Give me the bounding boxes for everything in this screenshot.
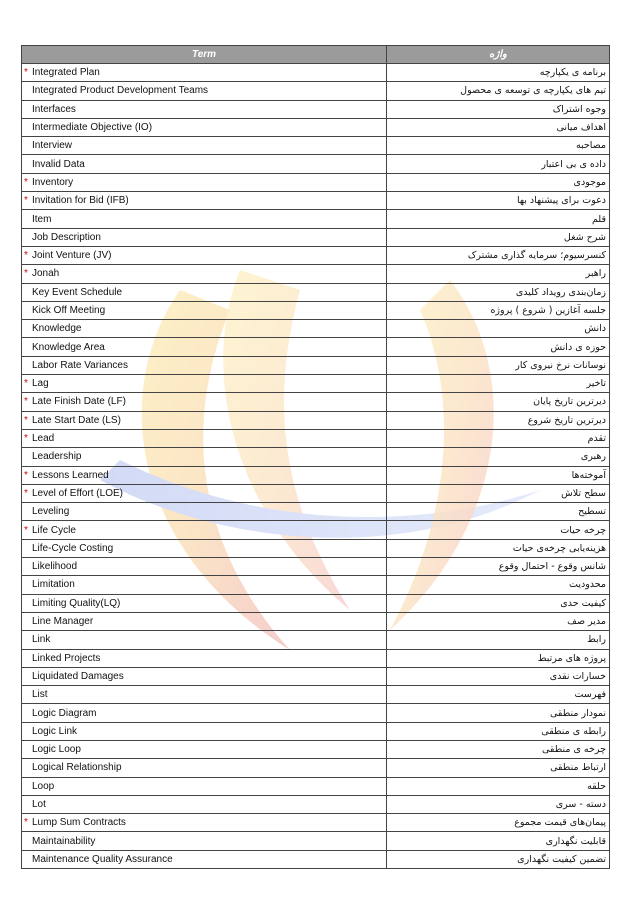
persian-word-cell: شانس وقوع - احتمال وقوع <box>387 558 610 576</box>
term-cell <box>22 850 387 868</box>
term-cell <box>22 356 387 374</box>
term-cell <box>22 448 387 466</box>
term-text: Liquidated Damages <box>32 670 124 682</box>
asterisk-marker: * <box>24 176 28 188</box>
table-row <box>22 667 610 685</box>
term-cell <box>22 393 387 411</box>
persian-word-cell: زمان‌بندی رویداد کلیدی <box>387 283 610 301</box>
term-text: Invalid Data <box>32 158 85 170</box>
persian-word-cell: اهداف میانی <box>387 118 610 136</box>
term-text: Knowledge Area <box>32 341 105 353</box>
term-cell <box>22 100 387 118</box>
term-cell <box>22 411 387 429</box>
persian-word-cell: دیرترین تاریخ پایان <box>387 393 610 411</box>
term-text: Late Start Date (LS) <box>32 414 121 426</box>
term-text: Integrated Plan <box>32 67 100 79</box>
term-text: Lump Sum Contracts <box>32 817 126 829</box>
term-text: Jonah <box>32 268 60 280</box>
term-cell <box>22 612 387 630</box>
asterisk-marker: * <box>24 817 28 829</box>
term-text: Interfaces <box>32 103 76 115</box>
persian-word-cell: نوسانات نرخ نیروی کار <box>387 356 610 374</box>
term-cell <box>22 265 387 283</box>
term-text: Maintenance Quality Assurance <box>32 853 173 865</box>
table-row <box>22 722 610 740</box>
table-row <box>22 246 610 264</box>
table-row <box>22 64 610 82</box>
persian-word-cell: تاخیر <box>387 375 610 393</box>
table-row <box>22 466 610 484</box>
persian-word-cell: خسارات نقدی <box>387 667 610 685</box>
term-text: Likelihood <box>32 561 78 573</box>
asterisk-marker: * <box>24 268 28 280</box>
table-row <box>22 411 610 429</box>
term-cell <box>22 173 387 191</box>
table-row <box>22 740 610 758</box>
term-text: Level of Effort (LOE) <box>32 487 123 499</box>
persian-word-cell: موجودی <box>387 173 610 191</box>
term-cell <box>22 503 387 521</box>
asterisk-marker: * <box>24 524 28 536</box>
table-row <box>22 777 610 795</box>
table-row <box>22 759 610 777</box>
term-cell <box>22 466 387 484</box>
term-text: Limiting Quality(LQ) <box>32 597 121 609</box>
term-text: Leveling <box>32 506 70 518</box>
table-row <box>22 649 610 667</box>
term-cell <box>22 484 387 502</box>
term-text: Life Cycle <box>32 524 76 536</box>
table-row <box>22 118 610 136</box>
term-cell <box>22 228 387 246</box>
persian-word-cell: حلقه <box>387 777 610 795</box>
term-cell <box>22 521 387 539</box>
table-row <box>22 356 610 374</box>
term-cell <box>22 759 387 777</box>
term-text: Inventory <box>32 176 74 188</box>
persian-word-cell: رهبری <box>387 448 610 466</box>
persian-word-cell: مصاحبه <box>387 137 610 155</box>
term-text: Job Description <box>32 231 101 243</box>
asterisk-marker: * <box>24 433 28 445</box>
table-row <box>22 704 610 722</box>
term-cell <box>22 576 387 594</box>
term-cell <box>22 814 387 832</box>
term-text: Maintainability <box>32 835 96 847</box>
term-cell <box>22 777 387 795</box>
term-cell <box>22 631 387 649</box>
term-text: Lot <box>32 799 46 811</box>
term-cell <box>22 283 387 301</box>
term-cell <box>22 832 387 850</box>
asterisk-marker: * <box>24 67 28 79</box>
persian-word-cell: محدودیت <box>387 576 610 594</box>
table-row <box>22 448 610 466</box>
term-cell <box>22 594 387 612</box>
table-row <box>22 82 610 100</box>
asterisk-marker: * <box>24 250 28 262</box>
persian-word-cell: شرح شغل <box>387 228 610 246</box>
persian-word-cell: جلسه آغازین ( شروع ) پروژه <box>387 301 610 319</box>
persian-word-cell: کیفیت حدی <box>387 594 610 612</box>
term-text: Labor Rate Variances <box>32 359 128 371</box>
persian-word-cell: سطح تلاش <box>387 484 610 502</box>
persian-word-cell: دانش <box>387 320 610 338</box>
asterisk-marker: * <box>24 469 28 481</box>
term-cell <box>22 82 387 100</box>
persian-word-cell: مدیر صف <box>387 612 610 630</box>
term-text: Logic Diagram <box>32 707 97 719</box>
table-header-row <box>22 46 610 64</box>
term-text: Intermediate Objective (IO) <box>32 122 153 134</box>
term-text: Logic Loop <box>32 744 81 756</box>
term-cell <box>22 558 387 576</box>
term-text: Lag <box>32 378 49 390</box>
table-row <box>22 814 610 832</box>
table-row <box>22 594 610 612</box>
table-row <box>22 375 610 393</box>
table-row <box>22 265 610 283</box>
term-cell <box>22 686 387 704</box>
asterisk-marker: * <box>24 414 28 426</box>
term-cell <box>22 795 387 813</box>
term-text: Link <box>32 634 51 646</box>
term-cell <box>22 246 387 264</box>
term-text: Late Finish Date (LF) <box>32 396 126 408</box>
persian-word-cell: تضمین کیفیت نگهداری <box>387 850 610 868</box>
term-cell <box>22 64 387 82</box>
term-text: Integrated Product Development Teams <box>32 85 209 97</box>
table-row <box>22 429 610 447</box>
term-cell <box>22 375 387 393</box>
term-cell <box>22 429 387 447</box>
term-text: Kick Off Meeting <box>32 305 106 316</box>
term-cell <box>22 704 387 722</box>
asterisk-marker: * <box>24 487 28 499</box>
persian-word-cell: تیم های یکپارچه ی توسعه ی محصول <box>387 82 610 100</box>
asterisk-marker: * <box>24 396 28 408</box>
table-row <box>22 210 610 228</box>
table-row <box>22 192 610 210</box>
term-text: Key Event Schedule <box>32 286 123 298</box>
persian-word-cell: رابط <box>387 631 610 649</box>
term-text: Leadership <box>32 451 82 463</box>
persian-word-cell: کنسرسیوم؛ سرمایه گذاری مشترک <box>387 246 610 264</box>
table-row <box>22 320 610 338</box>
persian-word-cell: راهبر <box>387 265 610 283</box>
term-text: Limitation <box>32 579 75 591</box>
term-text: Linked Projects <box>32 652 101 664</box>
term-column-header: Term <box>22 46 387 64</box>
term-text: Lead <box>32 433 55 445</box>
persian-word-cell: قابلیت نگهداری <box>387 832 610 850</box>
term-text: Lessons Learned <box>32 469 109 481</box>
persian-word-cell: پیمان‌های قیمت مجموع <box>387 814 610 832</box>
asterisk-marker: * <box>24 195 28 207</box>
term-text: Line Manager <box>32 616 94 628</box>
persian-word-cell: دسته - سری <box>387 795 610 813</box>
persian-word-cell: تسطیح <box>387 503 610 521</box>
term-text: Knowledge <box>32 323 82 335</box>
term-cell <box>22 539 387 557</box>
term-text: List <box>32 689 48 701</box>
table-row <box>22 228 610 246</box>
persian-word-cell: هزینه‌یابی چرخه‌ی حیات <box>387 539 610 557</box>
persian-word-cell: رابطه ی منطقی <box>387 722 610 740</box>
term-cell <box>22 722 387 740</box>
persian-word-cell: پروژه های مرتبط <box>387 649 610 667</box>
persian-word-cell: ارتباط منطقی <box>387 759 610 777</box>
persian-word-cell: برنامه ی یکپارچه <box>387 64 610 82</box>
table-row <box>22 795 610 813</box>
term-cell <box>22 301 387 319</box>
table-row <box>22 612 610 630</box>
term-cell <box>22 137 387 155</box>
term-text: Loop <box>32 780 55 792</box>
persian-word-cell: دعوت برای پیشنهاد بها <box>387 192 610 210</box>
table-row <box>22 301 610 319</box>
table-row <box>22 539 610 557</box>
table-row <box>22 100 610 118</box>
persian-word-cell: قلم <box>387 210 610 228</box>
persian-word-cell: آموخته‌ها <box>387 466 610 484</box>
term-cell <box>22 338 387 356</box>
term-text: Item <box>32 213 52 225</box>
term-cell <box>22 649 387 667</box>
term-text: Logic Link <box>32 725 78 737</box>
term-cell <box>22 667 387 685</box>
table-row <box>22 155 610 173</box>
term-text: Interview <box>32 140 73 152</box>
table-row <box>22 558 610 576</box>
table-row <box>22 137 610 155</box>
glossary-table <box>21 45 610 869</box>
persian-word-cell: داده ی بی اعتبار <box>387 155 610 173</box>
table-row <box>22 283 610 301</box>
persian-word-cell: فهرست <box>387 686 610 704</box>
table-row <box>22 393 610 411</box>
persian-word-cell: دیرترین تاریخ شروع <box>387 411 610 429</box>
table-row <box>22 173 610 191</box>
persian-word-cell: حوزه ی دانش <box>387 338 610 356</box>
term-text: Joint Venture (JV) <box>32 250 112 262</box>
table-row <box>22 631 610 649</box>
term-text: Life-Cycle Costing <box>32 542 114 554</box>
persian-word-cell: چرخه ی منطقی <box>387 740 610 758</box>
table-row <box>22 503 610 521</box>
table-row <box>22 850 610 868</box>
word-column-header: واژه <box>387 46 610 64</box>
persian-word-cell: نمودار منطقی <box>387 704 610 722</box>
table-row <box>22 338 610 356</box>
persian-word-cell: وجوه اشتراک <box>387 100 610 118</box>
term-text: Logical Relationship <box>32 762 122 774</box>
term-cell <box>22 192 387 210</box>
table-row <box>22 521 610 539</box>
term-cell <box>22 118 387 136</box>
table-row <box>22 576 610 594</box>
term-cell <box>22 155 387 173</box>
term-text: Invitation for Bid (IFB) <box>32 195 129 207</box>
table-row <box>22 686 610 704</box>
term-cell <box>22 740 387 758</box>
table-row <box>22 484 610 502</box>
persian-word-cell: تقدم <box>387 429 610 447</box>
asterisk-marker: * <box>24 378 28 390</box>
term-cell <box>22 210 387 228</box>
table-row <box>22 832 610 850</box>
term-cell <box>22 320 387 338</box>
persian-word-cell: چرخه حیات <box>387 521 610 539</box>
